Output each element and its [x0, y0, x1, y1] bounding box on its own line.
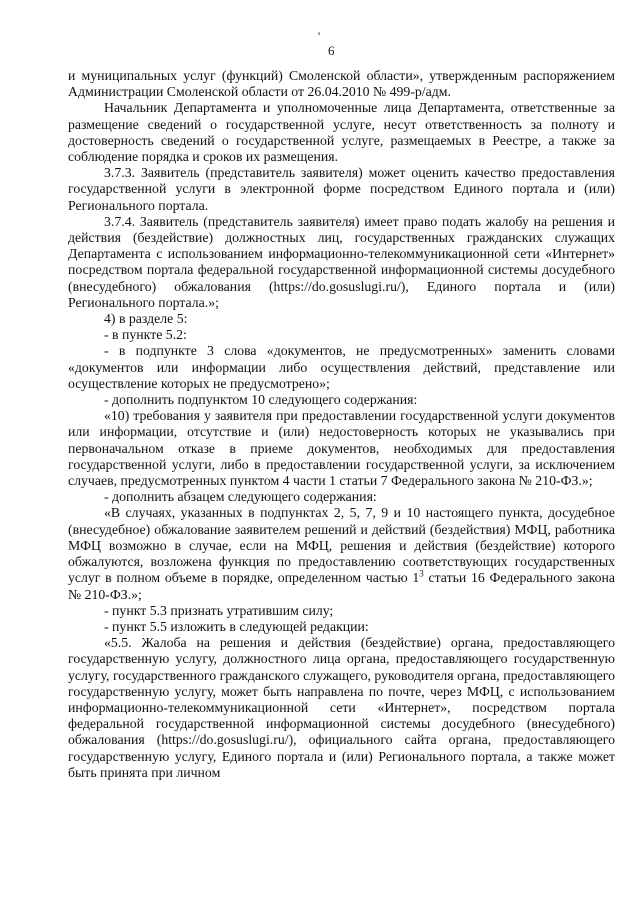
- clause-text-tail: статьи 16 Федерального закона № 210-ФЗ.»;: [68, 570, 616, 602]
- paragraph-3-7-3: 3.7.3. Заявитель (представитель заявителя) может оценить качество предоставления государственной услуги в электронной форме посредством Единого портала и (или) Регионального портала.: [68, 165, 615, 213]
- paragraph-add-subitem-10: - дополнить подпунктом 10 следующего содержания:: [104, 392, 418, 408]
- paragraph-responsibility: Начальник Департамента и уполномоченные лица Департамента, ответственные за размещение сведений о государственной услуге, несут ответственность за полноту и достоверность сведений о государственной услуге, размещаемых в Реестре, а также за соблюдение порядка и сроков их размещения.: [68, 100, 615, 165]
- paragraph-3-7-4: 3.7.4. Заявитель (представитель заявителя) имеет право подать жалобу на решения и действия (бездействие) должностных лиц, государственных гражданских служащих Департамента с использованием информационно-телекоммуникационной сети «Интернет» посредством портала федеральной государственной информационной системы досудебного (внесудебного) обжалования (https://do.gosuslugi.ru/), Единого портала и (или) Регионального портала.»;: [68, 213, 615, 310]
- page-number: 6: [328, 43, 335, 58]
- paragraph-item-5-2: - в пункте 5.2:: [104, 327, 187, 343]
- paragraph-item-5-5: - пункт 5.5 изложить в следующей редакции:: [104, 618, 369, 634]
- paragraph-add-clause: - дополнить абзацем следующего содержания:: [104, 489, 377, 505]
- paragraph-item-5-5-text: «5.5. Жалоба на решения и действия (бездействие) органа, предоставляющего государственную услугу, должностного лица органа, предоставляющего государственную услугу, государственного гражданского служащего, руководителя органа, предоставляющего государственную услугу, может быть направлена по почте, через МФЦ, с использованием информационно-телекоммуникационной сети «Интернет», посредством портала федеральной государственной информационной системы досудебного (внесудебного) обжалования (https://do.gosuslugi.ru/), официального сайта органа, предоставляющего государственную услугу, Единого портала и (или) Регионального портала, а также может быть принята при личном: [68, 635, 615, 780]
- clause-text-main: «В случаях, указанных в подпунктах 2, 5, 7, 9 и 10 настоящего пункта, досудебное (внесудебное) обжалование заявителем решений и действий (бездействия) МФЦ, работника МФЦ возможно в случае, если на МФЦ, решения и действия (бездействие) которого обжалуются, возложена функция по предоставлению соответствующих государственных услуг в полном объеме в порядке, определенном частью 1: [68, 505, 615, 586]
- scan-mark: ': [318, 29, 321, 43]
- document-body: [68, 68, 615, 781]
- clause-superscript: 3: [419, 568, 424, 579]
- paragraph-clause-text: [68, 505, 615, 602]
- paragraph-section-5: 4) в разделе 5:: [104, 311, 188, 327]
- paragraph-item-5-3: - пункт 5.3 признать утратившим силу;: [104, 602, 334, 618]
- paragraph-continuation: и муниципальных услуг (функций) Смоленской области», утвержденным распоряжением Администрации Смоленской области от 26.04.2010 № 499-р/адм.: [68, 68, 615, 100]
- paragraph-subitem-3: - в подпункте 3 слова «документов, не предусмотренных» заменить словами «документов или информации либо осуществления действий, представление или осуществление которых не предусмотрено»;: [68, 343, 615, 391]
- paragraph-subitem-10-text: «10) требования у заявителя при предоставлении государственной услуги документов или информации, отсутствие и (или) недостоверность которых не указывались при первоначальном отказе в приеме документов, необходимых для предоставления государственной услуги, либо в предоставлении государственной услуги, за исключением случаев, предусмотренных пунктом 4 части 1 статьи 7 Федерального закона № 210-ФЗ.»;: [68, 408, 615, 489]
